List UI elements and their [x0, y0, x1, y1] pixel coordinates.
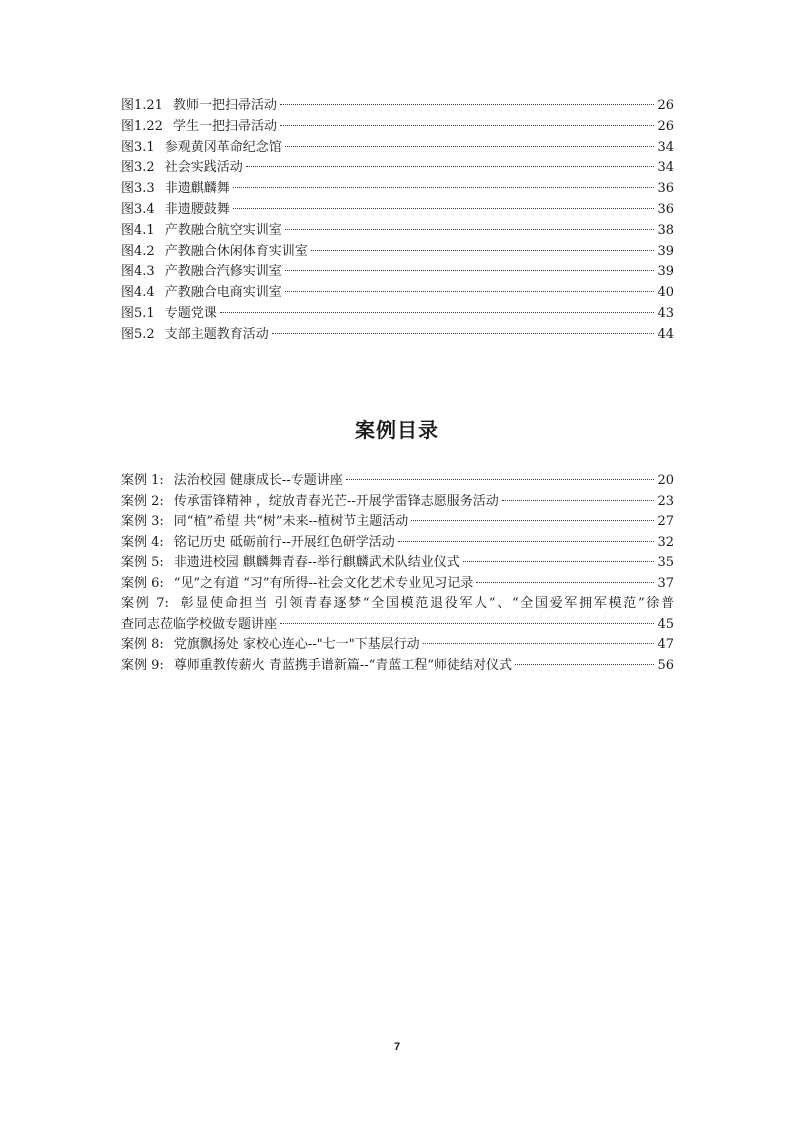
dot-leader: [502, 500, 655, 501]
case-label: 案例 6:: [121, 575, 164, 591]
case-label: 案例 7:: [121, 596, 169, 611]
toc-row[interactable]: [121, 492, 674, 513]
case-title: 尊师重教传薪火 青蓝携手谱新篇--“青蓝工程”师徒结对仪式: [173, 657, 513, 673]
page-ref: 47: [657, 637, 674, 652]
dot-leader: [411, 520, 654, 521]
case-title-continued: 查同志莅临学校做专题讲座: [121, 616, 278, 632]
toc-row[interactable]: [121, 304, 674, 325]
toc-row[interactable]: [121, 325, 674, 346]
figure-title: 非遗麒麟舞: [164, 181, 230, 197]
figure-label: 图4.4: [121, 285, 155, 301]
figure-label: 图1.21: [121, 98, 163, 113]
toc-row[interactable]: [121, 221, 674, 242]
dot-leader: [346, 479, 655, 480]
case-title: 非遗进校园 麒麟舞青春--举行麒麟武术队结业仪式: [173, 555, 460, 570]
dot-leader: [246, 166, 655, 167]
page-ref: 39: [657, 264, 674, 280]
figure-title: 参观黄冈革命纪念馆: [164, 139, 282, 155]
case-label: 案例 5:: [121, 555, 164, 570]
toc-row-multiline[interactable]: [121, 594, 674, 635]
dot-leader: [280, 104, 654, 105]
page-ref: 43: [657, 305, 674, 321]
case-label: 案例 1:: [121, 473, 164, 488]
page-ref: 56: [657, 657, 674, 673]
case-list: [121, 471, 674, 676]
page-ref: 20: [657, 473, 674, 488]
case-title: 党旗飘扬处 家校心连心--"七一"下基层行动: [173, 637, 420, 652]
page-ref: 44: [657, 326, 674, 342]
toc-row[interactable]: [121, 553, 674, 574]
figure-title: 非遗腰鼓舞: [164, 201, 230, 217]
page-ref: 34: [657, 160, 674, 176]
toc-row[interactable]: [121, 138, 674, 159]
toc-row[interactable]: [121, 656, 674, 677]
page-number: 7: [393, 1041, 401, 1053]
toc-row[interactable]: [121, 179, 674, 200]
case-section-title: 案例目录: [355, 418, 439, 442]
figure-title: 产教融合航空实训室: [164, 222, 282, 238]
toc-row[interactable]: [121, 533, 674, 554]
case-title-line: [121, 615, 674, 636]
page-ref: 27: [657, 514, 674, 529]
page-ref: 35: [657, 555, 674, 570]
figure-title: 产教融合休闲体育实训室: [164, 243, 308, 259]
figure-title: 专题党课: [164, 305, 217, 321]
page-ref: 34: [657, 139, 674, 155]
dot-leader: [280, 125, 654, 126]
figure-title: 学生一把扫帚活动: [172, 118, 277, 134]
figure-title: 教师一把扫帚活动: [172, 98, 277, 113]
dot-leader: [515, 664, 654, 665]
dot-leader: [285, 291, 655, 292]
page-ref: 36: [657, 181, 674, 197]
page-ref: 26: [657, 98, 674, 113]
page-ref: 40: [657, 285, 674, 301]
figure-label: 图4.1: [121, 222, 155, 238]
toc-row[interactable]: [121, 96, 674, 117]
dot-leader: [285, 229, 655, 230]
case-label: 案例 9:: [121, 657, 164, 673]
figure-label: 图5.2: [121, 326, 155, 342]
case-title: 铭记历史 砥砺前行--开展红色研学活动: [173, 534, 395, 550]
case-title-line: [121, 594, 674, 615]
figure-title: 产教融合汽修实训室: [164, 264, 282, 280]
page-ref: 23: [657, 493, 674, 509]
page-ref: 38: [657, 222, 674, 238]
dot-leader: [272, 333, 655, 334]
dot-leader: [398, 541, 655, 542]
case-title: 彰显使命担当 引领青春逐梦“全国模范退役军人”、“全国爱军拥军模范”徐普: [178, 596, 674, 611]
figure-label: 图4.3: [121, 264, 155, 280]
figure-title: 社会实践活动: [164, 160, 243, 176]
case-title: 法治校园 健康成长--专题讲座: [173, 473, 343, 488]
dot-leader: [311, 250, 655, 251]
dot-leader: [233, 187, 655, 188]
figure-label: 图3.2: [121, 160, 155, 176]
figure-label: 图3.3: [121, 181, 155, 197]
figure-label: 图4.2: [121, 243, 155, 259]
figure-label: 图1.22: [121, 118, 163, 134]
dot-leader: [233, 208, 655, 209]
toc-row[interactable]: [121, 158, 674, 179]
figure-label: 图3.1: [121, 139, 155, 155]
figure-label: 图5.1: [121, 305, 155, 321]
toc-row[interactable]: [121, 635, 674, 656]
toc-row[interactable]: [121, 200, 674, 221]
case-title: 同“植”希望 共“树”未来--植树节主题活动: [173, 514, 409, 529]
figure-list: [121, 96, 674, 346]
case-label: 案例 2:: [121, 493, 164, 509]
page-ref: 26: [657, 118, 674, 134]
toc-row[interactable]: [121, 242, 674, 263]
toc-row[interactable]: [121, 512, 674, 533]
toc-row[interactable]: [121, 262, 674, 283]
figure-label: 图3.4: [121, 201, 155, 217]
dot-leader: [285, 146, 655, 147]
toc-row[interactable]: [121, 574, 674, 595]
page-ref: 39: [657, 243, 674, 259]
toc-row[interactable]: [121, 471, 674, 492]
page-ref: 36: [657, 201, 674, 217]
figure-title: 支部主题教育活动: [164, 326, 269, 342]
toc-row[interactable]: [121, 117, 674, 138]
figure-title: 产教融合电商实训室: [164, 285, 282, 301]
case-title: 传承雷锋精神 ，绽放青春光芒--开展学雷锋志愿服务活动: [173, 493, 499, 509]
dot-leader: [285, 270, 655, 271]
case-label: 案例 3:: [121, 514, 164, 529]
toc-row[interactable]: [121, 283, 674, 304]
page-ref: 32: [657, 534, 674, 550]
dot-leader: [280, 623, 654, 624]
dot-leader: [423, 643, 655, 644]
dot-leader: [220, 312, 655, 313]
dot-leader: [463, 561, 655, 562]
case-label: 案例 8:: [121, 637, 164, 652]
case-title: “见”之有道 “习”有所得--社会文化艺术专业见习记录: [173, 575, 474, 591]
dot-leader: [476, 582, 654, 583]
page-ref: 37: [657, 575, 674, 591]
page-ref: 45: [657, 616, 674, 632]
case-label: 案例 4:: [121, 534, 164, 550]
